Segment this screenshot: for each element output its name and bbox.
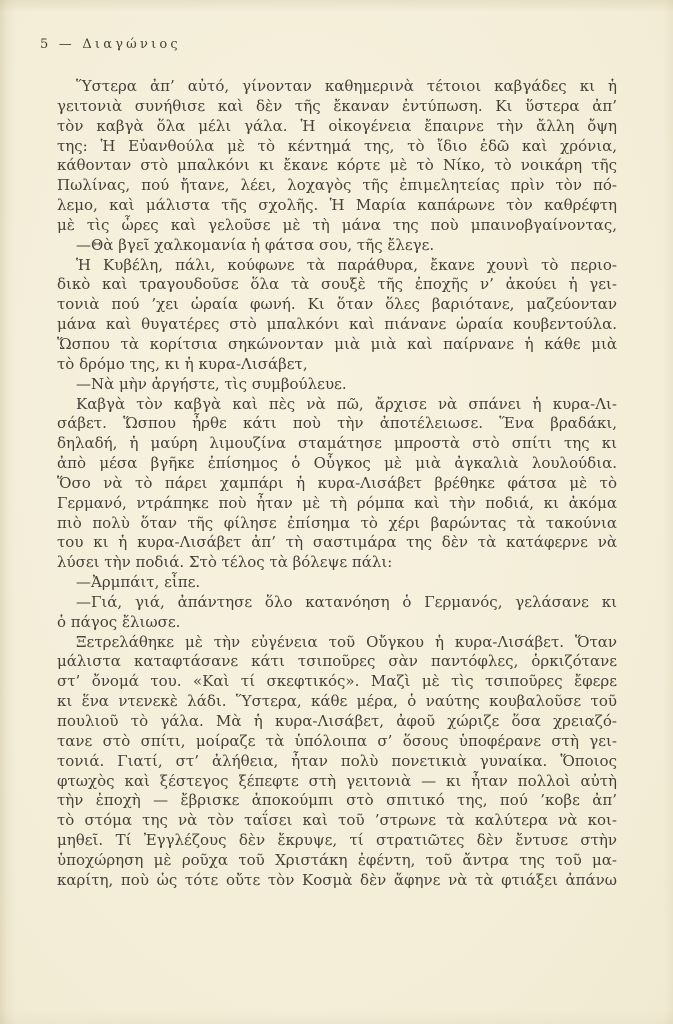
text-line: τὸ στόμα της νὰ τὸν ταΐσει καὶ τοῦ ’στρωνε τὰ καλύτερα νὰ κοι- — [57, 811, 617, 830]
text-line: Γερμανό, ντράπηκε ποὺ ἦταν μὲ τὴ ρόμπα καὶ τὴν ποδιά, κι ἀκόμα — [57, 493, 617, 512]
text-line: πιὸ πολὺ ὅταν τῆς φίλησε ἐπίσημα τὸ χέρι βαρώντας τὰ τακούνια — [57, 513, 617, 532]
text-line: Ὕστερα ἀπ’ αὐτό, γίνονταν καθημερινὰ τέτοιοι καβγάδες κι ἡ — [76, 77, 617, 95]
text-line: καρίτη, ποὺ ὡς τότε οὔτε τὸν Κοσμὰ δὲν ἄφηνε νὰ τὰ φτιάξει ἀπάνω — [57, 870, 617, 889]
text-line: στ’ ὄνομά του. «Καὶ τί σκεφτικός». Μαζὶ μὲ τὶς τσιποῦρες ἔφερε — [57, 672, 617, 691]
text-line: πουλιοῦ τὸ γάλα. Μὰ ἡ κυρα-Λισάβετ, ἀφοῦ χώριζε ὅσα χρειαζό- — [57, 712, 617, 730]
text-line: ὑποχώρηση μὲ ροῦχα τοῦ Χριστάκη ἐφέντη, τοῦ ἄντρα της τοῦ μα- — [57, 850, 617, 869]
text-line: Ὥσπου τὰ κορίτσια σηκώνονταν μιὰ μιὰ καὶ παίρνανε ἡ κάθε μιὰ — [57, 334, 617, 353]
text-line: τὸν καβγὰ ὅλα μέλι γάλα. Ἡ οἰκογένεια ἔπαιρνε τὴν ἄλλη ὄψη — [57, 116, 617, 135]
text-line: δικὸ καὶ τραγουδοῦσε ὅλα τὰ σουξὲ τῆς ἐποχῆς ν’ ἀκούει ἡ γει- — [57, 275, 617, 294]
text-line: τονιὰ πού ’χει ὡραία φωνή. Κι ὅταν ὅλες βαριότανε, μαζεύονταν — [57, 295, 617, 314]
text-line: Πωλίνας, πού ἤτανε, λέει, λοχαγὸς τῆς ἐπιμελητείας πρὶν τὸν πό- — [57, 176, 617, 195]
text-line: τὸ δρόμο της, κι ἡ κυρα-Λισάβετ, — [57, 354, 308, 373]
text-line: της: Ἡ Εὐανθούλα μὲ τὸ κέντημά της, τὸ ἴδιο ἐδῶ καὶ χρόνια, — [57, 136, 617, 155]
text-line: ὁ πάγος ἔλιωσε. — [57, 612, 181, 631]
text-line: φτωχὸς καὶ ξέστεγος ξέπεφτε στὴ γειτονιὰ — κι ἦταν πολλοὶ αὐτὴ — [57, 771, 617, 790]
text-line: —Γιά, γιά, ἀπάντησε ὅλο κατανόηση ὁ Γερμανός, γελάσανε κι — [76, 592, 617, 611]
text-line: μὲ τὶς ὧρες καὶ γελοῦσε μὲ τὴ μάνα της ποὺ μπαινοβγαίνοντας, — [57, 215, 617, 234]
text-line: Ξετρελάθηκε μὲ τὴν εὐγένεια τοῦ Οὔγκου ἡ κυρα-Λισάβετ. Ὅταν — [76, 632, 617, 651]
body-text — [57, 77, 617, 891]
text-line: —Νὰ μὴν ἀργήστε, τὶς συμβούλευε. — [76, 374, 347, 393]
text-line: μάνα καὶ θυγατέρες στὸ μπαλκόνι καὶ πιάνανε ὡραία κουβεντούλα. — [57, 315, 617, 334]
text-line: σάβετ. Ὥσπου ἦρθε κάτι ποὺ τὴν ἀποτέλειωσε. Ἕνα βραδάκι, — [57, 414, 617, 433]
text-line: Καβγὰ τὸν καβγὰ καὶ πὲς νὰ πῶ, ἄρχισε νὰ σπάνει ἡ κυρα-Λι- — [76, 394, 617, 413]
text-line: γειτονιὰ συνήθισε καὶ δὲν τῆς ἔκαναν ἐντύπωση. Κι ὕστερα ἀπ’ — [57, 96, 617, 115]
text-line: —Ἀρμπάιτ, εἶπε. — [76, 573, 201, 592]
text-line: ἀπὸ μέσα βγῆκε ἐπίσημος ὁ Οὖγκος μὲ μιὰ ἀγκαλιὰ λουλούδια. — [57, 454, 617, 473]
text-line: κι ἕνα ντενεκὲ λάδι. Ὕστερα, κάθε μέρα, ὁ ναύτης κουβαλοῦσε τοῦ — [57, 692, 617, 711]
text-line: —Θὰ βγεῖ χαλκομανία ἡ φάτσα σου, τῆς ἔλεγε. — [76, 235, 435, 254]
text-line: μηθεῖ. Τί Ἐγγλέζους δὲν ἔκρυψε, τί στρατιῶτες δὲν ἔντυσε στὴν — [57, 831, 617, 850]
text-line: λύσει τὴν ποδιά. Στὸ τέλος τὰ βόλεψε πάλι: — [57, 553, 393, 572]
text-line: Ἡ Κυβέλη, πάλι, κούφωνε τὰ παράθυρα, ἔκανε χουνὶ τὸ περιο- — [76, 255, 617, 274]
text-line: δηλαδή, ἡ μαύρη λιμουζίνα σταμάτησε μπροστὰ στὸ σπίτι της κι — [57, 434, 617, 453]
text-line: τανε στὸ σπίτι, μοίραζε τὰ ὑπόλοιπα σ’ ὅσους ὑποφέρανε στὴ γει- — [57, 731, 617, 750]
text-line: τονιά. Γιατί, στ’ ἀλήθεια, ἦταν πολὺ πονετικιὰ γυναίκα. Ὅποιος — [57, 751, 617, 770]
text-line: του κι ἡ κυρα-Λισάβετ ἀπ’ τὴ σαστιμάρα της δὲν τὰ κατάφερνε νὰ — [57, 533, 617, 552]
running-header: 5 — Διαγώνιος — [40, 37, 181, 52]
text-line: κάθονταν στὸ μπαλκόνι κι ἔκανε κόρτε μὲ τὸ Νίκο, τὸ νοικάρη τῆς — [57, 156, 617, 175]
text-line: Ὅσο νὰ τὸ πάρει χαμπάρι ἡ κυρα-Λισάβετ βρέθηκε φάτσα μὲ τὸ — [57, 473, 617, 492]
text-line: τὴν ἐποχὴ — ἔβρισκε ἀποκούμπι στὸ σπιτικό της, πού ’κοβε ἀπ’ — [57, 791, 617, 810]
text-line: λεμο, καὶ μάλιστα τῆς σχολῆς. Ἡ Μαρία καπάρωνε τὸν καθρέφτη — [57, 196, 617, 215]
text-line: μάλιστα καταφτάσανε κάτι τσιποῦρες σὰν παντόφλες, ὁρκιζότανε — [57, 652, 617, 671]
